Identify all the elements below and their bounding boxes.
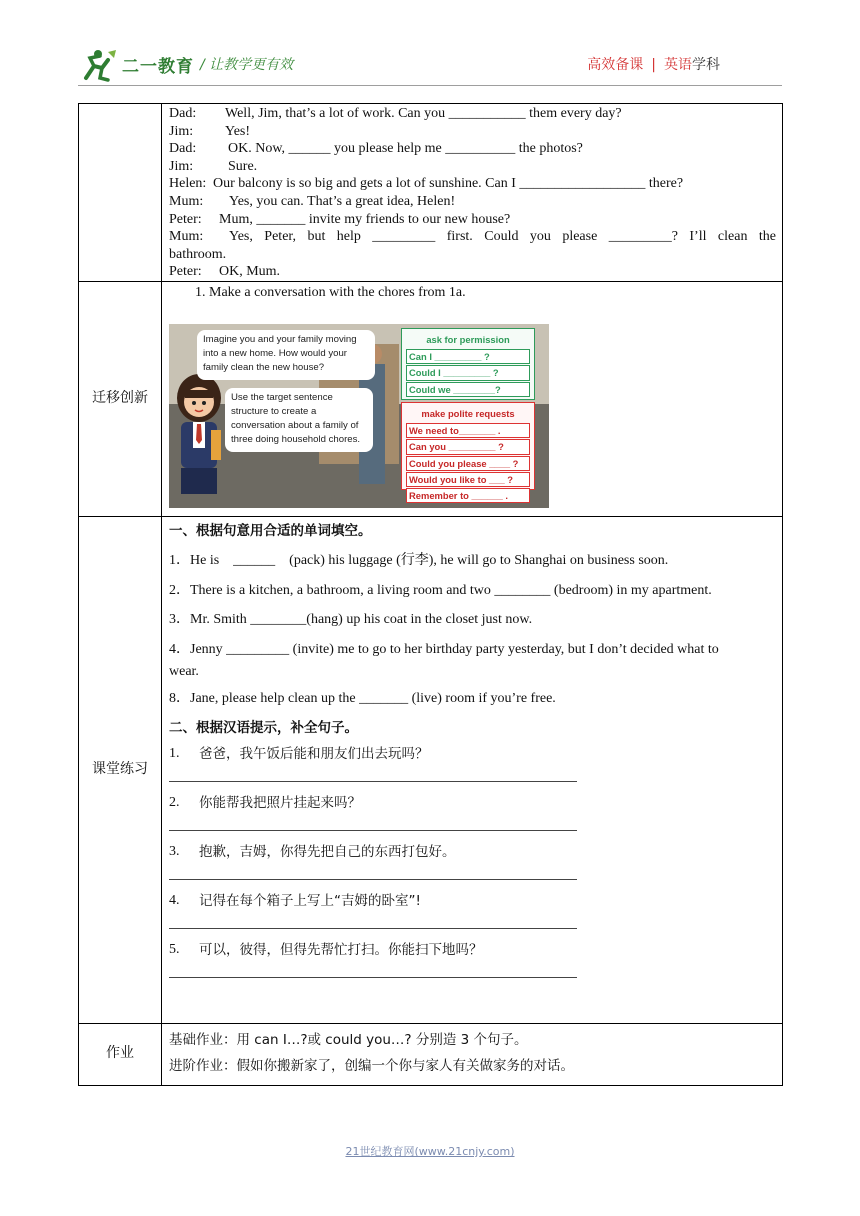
dialogue-line <box>169 175 776 193</box>
translation-item <box>169 941 776 959</box>
speech-bubble-instructions: Use the target sentence structure to create a conversation about a family of three doing household chores. <box>225 388 373 452</box>
teacher-avatar-icon <box>171 372 227 508</box>
permission-item: Could I _________ ? <box>406 365 530 380</box>
header-prefix: 高效备课 <box>587 57 644 73</box>
header-subject <box>587 54 720 74</box>
item-text: 爸爸，我午饭后能和朋友们出去玩吗？ <box>199 746 429 763</box>
exercise-item: 1．He is ______ (pack) his luggage (行李), he will go to Shanghai on business soon. <box>169 553 669 569</box>
fill-in-section <box>169 517 776 744</box>
request-item: Could you please ____ ? <box>406 456 530 471</box>
translation-item <box>169 794 776 812</box>
speaker: Peter: <box>169 264 202 280</box>
line-text: OK. Now, ______ you please help me __________ the photos? <box>228 141 583 157</box>
homework-advanced: 进阶作业：假如你搬新家了，创编一个你与家人有关做家务的对话。 <box>169 1057 574 1074</box>
dialogue-line <box>169 123 776 141</box>
header-divider <box>78 85 782 86</box>
polite-requests-box <box>401 402 535 501</box>
homework-label: 作业 <box>79 1023 162 1085</box>
item-number: 1. <box>169 746 180 762</box>
line-text: Yes! <box>225 123 251 139</box>
practice-row <box>79 516 783 1023</box>
translation-item <box>169 745 776 763</box>
dialogue-line <box>169 228 776 246</box>
answer-line[interactable] <box>169 910 577 929</box>
exercise-item: 3．Mr. Smith ________(hang) up his coat in the closet just now. <box>169 612 533 628</box>
item-text: 可以，彼得，但得先帮忙打扫。你能扫下地吗？ <box>199 942 483 959</box>
item-text: 记得在每个箱子上写上“吉姆的卧室”! <box>199 893 421 910</box>
answer-line[interactable] <box>169 861 577 880</box>
ask-permission-title: ask for permission <box>426 333 510 345</box>
translation-item <box>169 892 776 910</box>
part1-heading: 一、根据句意用合适的单词填空。 <box>169 522 372 539</box>
item-text: 抱歉，吉姆，你得先把自己的东西打包好。 <box>199 844 456 861</box>
speech-bubble-imagine: Imagine you and your family moving into a new home. How would your family clean the new house? <box>197 330 375 380</box>
dialogue-line <box>169 263 776 281</box>
logo-text: 二一教育 <box>122 57 194 77</box>
header-subject-black: 学科 <box>692 57 720 73</box>
request-item: Remember to ______ . <box>406 488 530 503</box>
speaker: Mum: <box>169 229 204 245</box>
line-text: Our balcony is so big and gets a lot of sunshine. Can I __________________ there? <box>213 176 684 192</box>
translation-section <box>169 745 776 978</box>
dialogue-line <box>169 211 776 229</box>
request-item: Would you like to ___ ? <box>406 472 530 487</box>
line-text: Mum, _______ invite my friends to our new house? <box>219 211 511 227</box>
part2-heading: 二、根据汉语提示，补全句子。 <box>169 719 358 736</box>
item-number: 4. <box>169 893 180 909</box>
line-text: Well, Jim, that’s a lot of work. Can you ___________ them every day? <box>225 106 622 121</box>
speaker: Dad: <box>169 141 197 157</box>
request-item: We need to_______ . <box>406 423 530 438</box>
dialogue-line <box>169 105 776 123</box>
permission-item: Can I _________ ? <box>406 349 530 364</box>
line-text: bathroom. <box>169 246 227 262</box>
polite-requests-title: make polite requests <box>421 407 515 419</box>
dialogue-line <box>169 158 776 176</box>
answer-line[interactable] <box>169 763 577 782</box>
dialogue-line <box>169 246 776 264</box>
item-number: 3. <box>169 844 180 860</box>
speaker: Dad: <box>169 106 197 121</box>
exercise-item: 4．Jenny _________ (invite) me to go to her birthday party yesterday, but I don’t decided what to <box>169 641 719 657</box>
dialogue-line <box>169 193 776 211</box>
speaker: Jim: <box>169 158 194 174</box>
dialogue-row <box>79 104 783 282</box>
lesson-table <box>78 103 783 1086</box>
answer-line[interactable] <box>169 959 577 978</box>
homework-cell <box>162 1023 783 1085</box>
exercise-item: 2．There is a kitchen, a bathroom, a living room and two ________ (bedroom) in my apartment. <box>169 582 712 598</box>
header-slogan: / 让教学更有效 <box>200 57 294 73</box>
item-number: 5. <box>169 942 180 958</box>
item-text: 你能帮我把照片挂起来吗？ <box>199 795 361 812</box>
practice-cell <box>162 516 783 1023</box>
transfer-cell <box>162 281 783 516</box>
translation-item <box>169 843 776 861</box>
header-separator: | <box>651 57 656 73</box>
dialogue-label-cell <box>79 104 162 282</box>
transfer-task: 1. Make a conversation with the chores from 1a. <box>195 284 466 300</box>
request-item: Can you _________ ? <box>406 439 530 454</box>
line-text: Yes, you can. That’s a great idea, Helen! <box>229 193 456 209</box>
homework-basic: 基础作业：用 can I…?或 could you…? 分别造 3 个句子。 <box>169 1031 528 1048</box>
transfer-row <box>79 281 783 516</box>
dialogue-line <box>169 140 776 158</box>
dialogue-cell <box>162 104 783 282</box>
speaker: Helen: <box>169 176 207 192</box>
line-text: OK, Mum. <box>219 264 281 280</box>
answer-line[interactable] <box>169 812 577 831</box>
homework-row <box>79 1023 783 1085</box>
practice-label: 课堂练习 <box>79 516 162 1023</box>
exercise-item: 8．Jane, please help clean up the _______ (live) room if you’re free. <box>169 691 556 707</box>
chores-illustration <box>169 324 549 508</box>
line-text: Sure. <box>228 158 258 174</box>
speaker: Jim: <box>169 123 194 139</box>
line-text: Yes, Peter, but help _________ first. Could you please _________? I’ll clean the <box>229 229 776 245</box>
speaker: Peter: <box>169 211 202 227</box>
speaker: Mum: <box>169 193 204 209</box>
page-header <box>78 40 782 86</box>
transfer-label: 迁移创新 <box>79 281 162 516</box>
header-subject-red: 英语 <box>664 57 692 73</box>
permission-item: Could we ________? <box>406 382 530 397</box>
ask-permission-box <box>401 328 535 400</box>
exercise-item-continued: wear. <box>169 664 199 680</box>
footer-link[interactable]: 21世纪教育网(www.21cnjy.com) <box>345 1145 515 1158</box>
page-footer <box>0 1143 860 1159</box>
item-number: 2. <box>169 795 180 811</box>
